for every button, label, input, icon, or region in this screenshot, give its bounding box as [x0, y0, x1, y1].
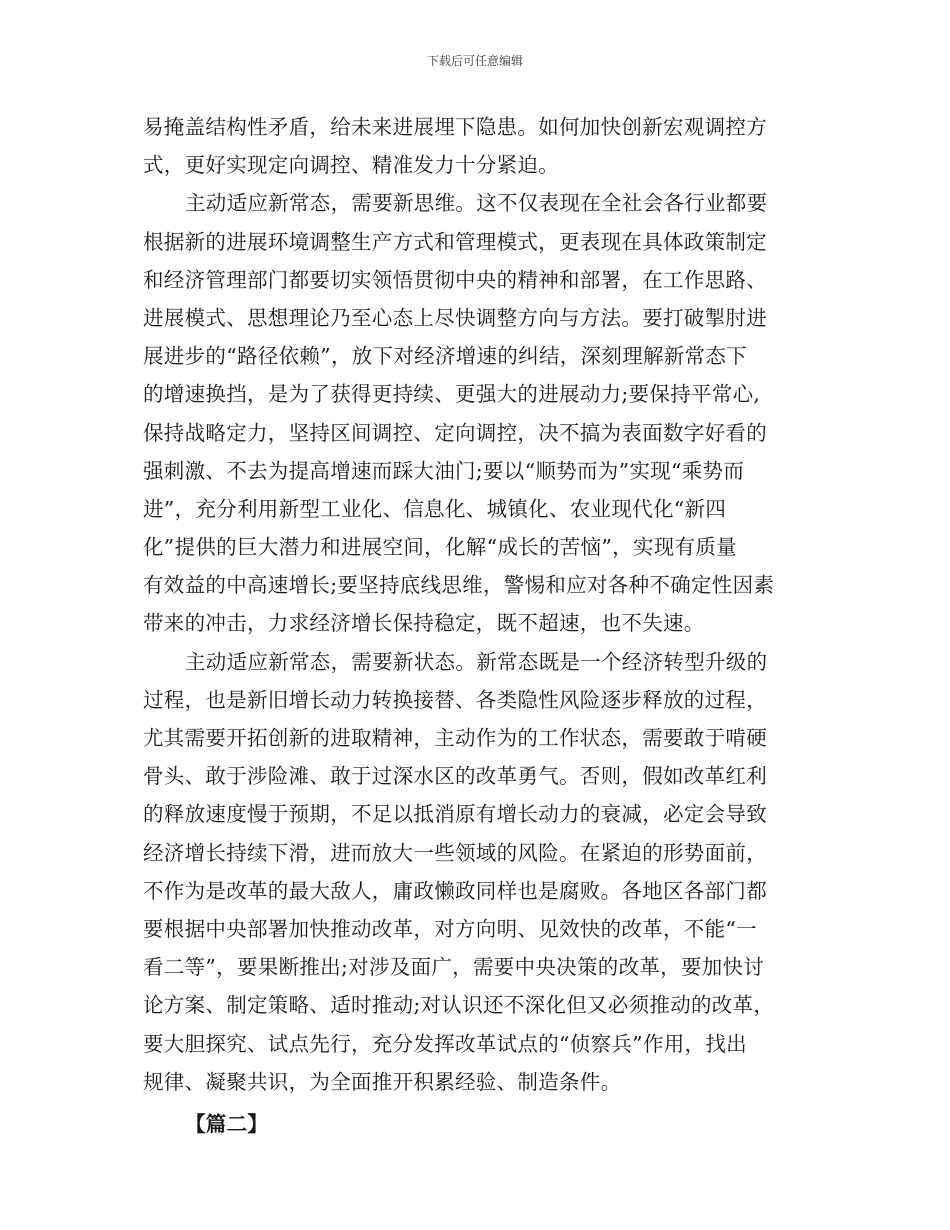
paragraph-2 [143, 184, 803, 642]
text-line: 不作为是改革的最大敌人，庸政懒政同样也是腐败。各地区各部门都 [143, 878, 767, 903]
document-body [143, 108, 803, 1143]
paragraph-1 [143, 108, 803, 184]
text-line: 化”提供的巨大潜力和进展空间，化解“成长的苦恼”，实现有质量 [143, 535, 737, 560]
text-line: 看二等”，要果断推出;对涉及面广，需要中央决策的改革，要加快讨 [143, 955, 765, 980]
text-line: 易掩盖结构性矛盾，给未来进展埋下隐患。如何加快创新宏观调控方 [143, 115, 767, 139]
text-line: 展进步的“路径依赖”，放下对经济增速的纠结，深刻理解新常态下 [143, 344, 747, 369]
text-line: 进”，充分利用新型工业化、信息化、城镇化、农业现代化“新四 [143, 496, 727, 521]
text-line: 式，更好实现定向调控、精准发力十分紧迫。 [143, 153, 559, 178]
section-heading: 【篇二】 [185, 1111, 269, 1136]
text-line: 强刺激、不去为提高增速而踩大油门;要以“顺势而为”实现“乘势而 [143, 458, 745, 483]
text-line: 带来的冲击，力求经济增长保持稳定，既不超速，也不失速。 [143, 611, 705, 636]
text-line: 论方案、制定策略、适时推动;对认识还不深化但又必须推动的改革， [143, 993, 775, 1018]
text-line: 骨头、敢于涉险滩、敢于过深水区的改革勇气。否则，假如改革红利 [143, 764, 767, 789]
text-line: 主动适应新常态，需要新思维。这不仅表现在全社会各行业都要 [185, 191, 768, 216]
text-line: 规律、凝聚共识，为全面推开积累经验、制造条件。 [143, 1069, 622, 1094]
paragraph-3 [143, 643, 803, 1101]
text-line: 经济增长持续下滑，进而放大一些领域的风险。在紧迫的形势面前， [143, 840, 767, 865]
text-line: 有效益的中高速增长;要坚持底线思维，警惕和应对各种不确定性因素 [143, 573, 775, 598]
text-line: 的增速换挡，是为了获得更持续、更强大的进展动力;要保持平常心, [143, 382, 761, 407]
text-line: 保持战略定力，坚持区间调控、定向调控，决不搞为表面数字好看的 [143, 420, 767, 445]
text-line: 根据新的进展环境调整生产方式和管理模式，更表现在具体政策制定 [143, 229, 767, 254]
page-header: 下载后可任意编辑 [426, 54, 523, 68]
text-line: 和经济管理部门都要切实领悟贯彻中央的精神和部署，在工作思路、 [143, 267, 767, 292]
text-line: 进展模式、思想理论乃至心态上尽快调整方向与方法。要打破掣肘进 [143, 305, 767, 330]
text-line: 要根据中央部署加快推动改革，对方向明、见效快的改革，不能“一 [143, 916, 757, 941]
text-line: 尤其需要开拓创新的进取精神，主动作为的工作状态，需要敢于啃硬 [143, 726, 767, 750]
text-line: 要大胆探究、试点先行，充分发挥改革试点的“侦察兵”作用，找出 [143, 1031, 747, 1056]
text-line: 的释放速度慢于预期，不足以抵消原有增长动力的衰减，必定会导致 [143, 802, 767, 827]
text-line: 主动适应新常态，需要新状态。新常态既是一个经济转型升级的 [185, 649, 768, 674]
text-line: 过程，也是新旧增长动力转换接替、各类隐性风险逐步释放的过程， [143, 687, 767, 712]
